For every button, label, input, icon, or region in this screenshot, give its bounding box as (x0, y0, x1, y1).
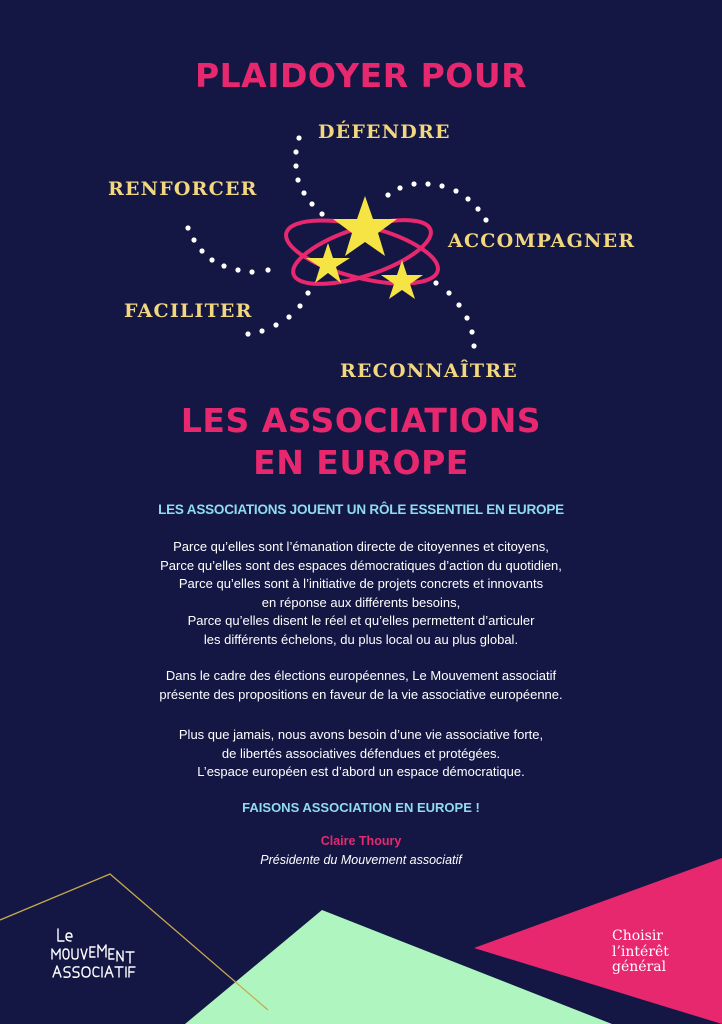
star-icon-right (381, 260, 423, 299)
paragraph-line: présente des propositions en faveur de la vie associative européenne. (159, 686, 563, 702)
paragraph-line: Dans le cadre des élections européennes, Le Mouvement associatif (165, 668, 557, 683)
verb-defendre: DÉFENDRE (318, 121, 451, 143)
paragraph-2 (0, 667, 722, 704)
paragraph-1 (0, 538, 722, 650)
subheading: LES ASSOCIATIONS JOUENT UN RÔLE ESSENTIEL EN EUROPE (158, 502, 564, 517)
mouvement-associatif-logo (50, 925, 150, 980)
page-title-top: PLAIDOYER POUR (194, 56, 528, 95)
slogan-line: Choisir (612, 928, 663, 944)
paragraph-line: Parce qu’elles sont des espaces démocratiques d’action du quotidien, (160, 557, 562, 573)
paragraph-3 (0, 726, 722, 782)
signature-name: Claire Thoury (320, 834, 402, 848)
main-title-line-1: LES ASSOCIATIONS (180, 401, 542, 440)
main-title-line-2: EN EUROPE (253, 443, 469, 482)
verb-faciliter: FACILITER (124, 300, 253, 322)
main-title (0, 400, 722, 484)
paragraph-line: de libertés associatives défendues et protégées. (221, 745, 501, 761)
verb-renforcer: RENFORCER (108, 178, 258, 200)
paragraph-line: Plus que jamais, nous avons besoin d’une vie associative forte, (178, 727, 544, 742)
signature-role: Présidente du Mouvement associatif (260, 853, 462, 867)
paragraph-line: en réponse aux différents besoins, (261, 594, 461, 610)
slogan (612, 929, 669, 976)
paragraph-line: Parce qu’elles disent le réel et qu’elles permettent d’articuler (187, 613, 535, 629)
verb-accompagner: ACCOMPAGNER (448, 230, 636, 252)
slogan-line: l’intérêt (612, 943, 669, 960)
star-icon-large (333, 196, 397, 256)
paragraph-line: Parce qu’elles sont l’émanation directe de citoyennes et citoyens, (173, 539, 549, 554)
paragraph-line: Parce qu’elles sont à l’initiative de projets concrets et innovants (178, 576, 544, 592)
slogan-line: général (612, 959, 667, 975)
call-to-action: FAISONS ASSOCIATION EN EUROPE ! (242, 800, 480, 815)
verb-reconnaitre: RECONNAÎTRE (340, 360, 518, 382)
paragraph-line: les différents échelons, du plus local ou au plus global. (203, 631, 519, 647)
paragraph-line: L’espace européen est d’abord un espace démocratique. (197, 764, 525, 780)
